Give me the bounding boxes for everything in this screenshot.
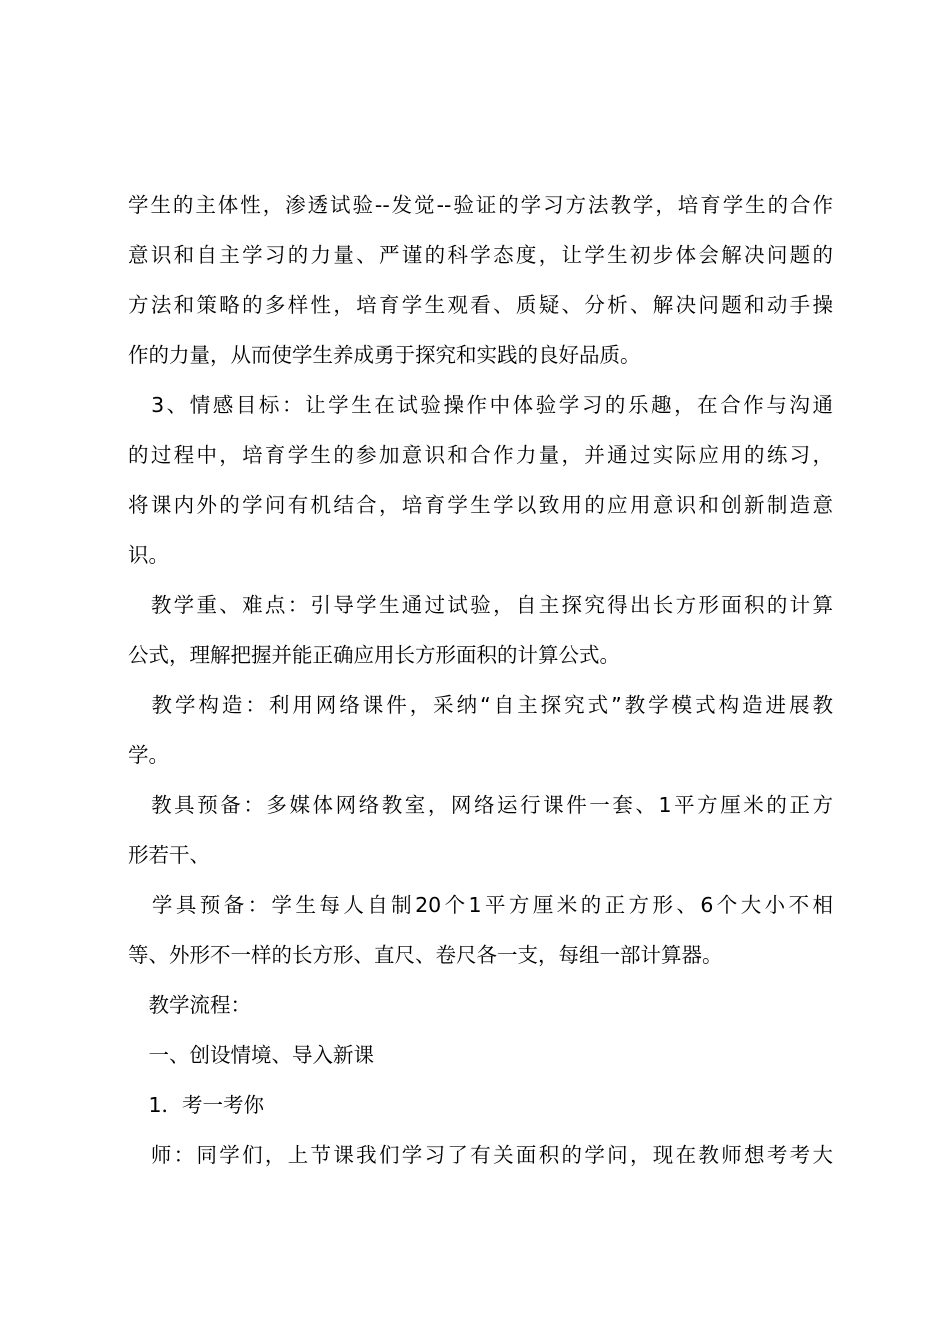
text-line: 形若干、 <box>128 843 210 867</box>
text-line: 识。 <box>128 543 169 567</box>
text-line: 1．考一考你 <box>128 1093 265 1117</box>
text-line: 的过程中，培育学生的参加意识和合作力量，并通过实际应用的练习， <box>128 443 833 467</box>
text-line: 意识和自主学习的力量、严谨的科学态度，让学生初步体会解决问题的 <box>128 243 833 267</box>
text-line: 方法和策略的多样性，培育学生观看、质疑、分析、解决问题和动手操 <box>128 293 833 317</box>
text-line: 教具预备：多媒体网络教室，网络运行课件一套、1平方厘米的正方 <box>128 793 833 817</box>
text-line: 教学构造：利用网络课件，采纳“自主探究式”教学模式构造进展教 <box>128 693 833 717</box>
text-line: 学生的主体性，渗透试验--发觉--验证的学习方法教学，培育学生的合作 <box>128 193 833 217</box>
text-line: 师：同学们，上节课我们学习了有关面积的学问，现在教师想考考大 <box>128 1143 833 1167</box>
text-line: 一、创设情境、导入新课 <box>128 1043 374 1067</box>
text-line: 学。 <box>128 743 169 767</box>
text-line: 教学流程： <box>128 993 251 1017</box>
text-line: 作的力量，从而使学生养成勇于探究和实践的良好品质。 <box>128 343 641 367</box>
text-line: 等、外形不一样的长方形、直尺、卷尺各一支，每组一部计算器。 <box>128 943 723 967</box>
text-line: 教学重、难点：引导学生通过试验，自主探究得出长方形面积的计算 <box>128 593 833 617</box>
text-line: 公式，理解把握并能正确应用长方形面积的计算公式。 <box>128 643 620 667</box>
text-line: 学具预备：学生每人自制20个1平方厘米的正方形、6个大小不相 <box>128 893 833 917</box>
text-line: 3、情感目标：让学生在试验操作中体验学习的乐趣，在合作与沟通 <box>128 393 833 417</box>
text-line: 将课内外的学问有机结合，培育学生学以致用的应用意识和创新制造意 <box>128 493 833 517</box>
